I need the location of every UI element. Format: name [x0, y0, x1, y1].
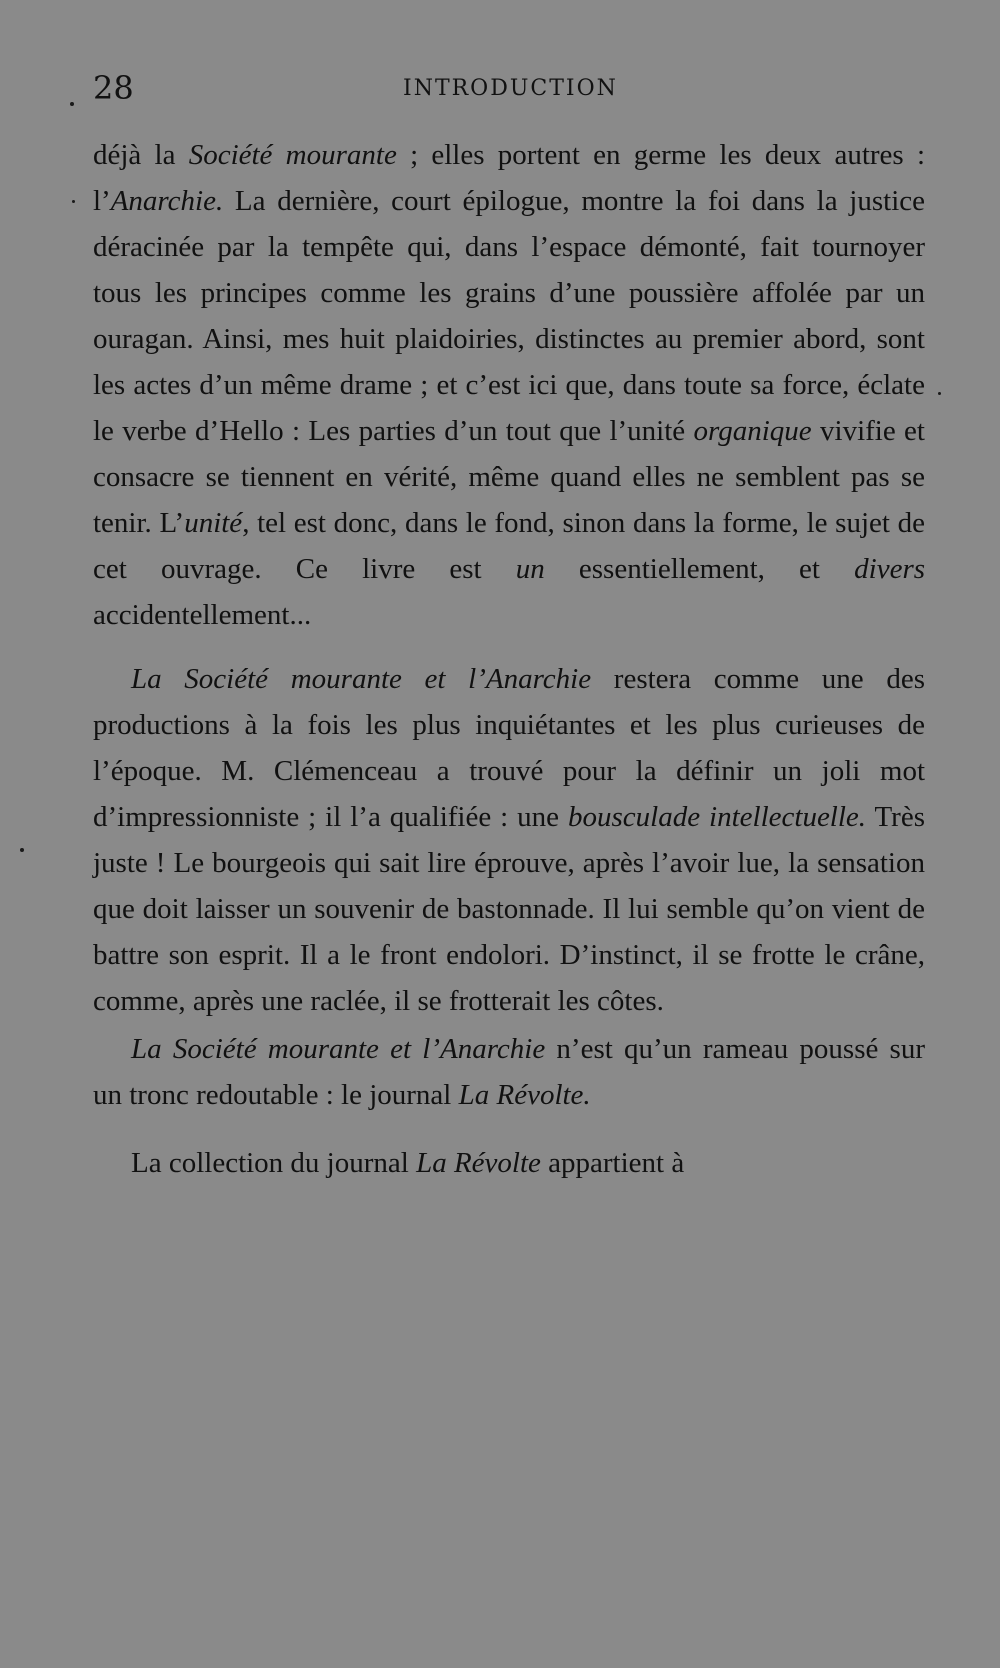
paragraph-2 — [93, 656, 925, 1024]
paragraph-1-text: déjà la — [93, 139, 189, 171]
italic-word: unité — [184, 507, 243, 539]
italic-title: Société mourante — [188, 139, 397, 171]
paragraph-1-text: La dernière, court épilogue, montre la foi dans la justice déracinée par la tempête qui, dans l’espace démonté, fait tournoyer tous les principes comme les grains d’une poussière affolée par un ouragan. Ainsi, mes huit plaidoiries, distinctes au premier abord, sont les actes d’un même drame ; et c’est ici que, dans toute sa force, éclate le verbe d’Hello : Les parties d’un tout que l’unité — [93, 185, 925, 447]
italic-word: divers — [854, 553, 926, 585]
paragraph-4-text: La collection du journal — [131, 1147, 417, 1179]
page-number: 28 — [93, 69, 134, 107]
paragraph-1-text: , tel est donc, dans le fond, sinon dans la forme, le sujet de cet ouvrage. Ce livre est — [93, 507, 925, 585]
italic-word: un — [515, 553, 545, 585]
paragraph-1-text: ; elles portent en germe les deux autres : l’ — [93, 139, 925, 217]
italic-title: La Révolte — [416, 1147, 541, 1179]
running-head: INTRODUCTION — [403, 76, 618, 101]
italic-title: La Révolte. — [458, 1079, 591, 1111]
print-speck — [20, 848, 24, 852]
print-speck — [938, 392, 941, 395]
italic-word: organique — [693, 415, 812, 447]
paragraph-4-text: appartient à — [540, 1147, 685, 1179]
italic-phrase: bousculade intellectuelle. — [568, 801, 867, 833]
body-text — [93, 132, 925, 1186]
paragraph-2-text: Très juste ! Le bourgeois qui sait lire éprouve, après l’avoir lue, la sensation que doit laisser un souvenir de bastonnade. Il lui semble qu’on vient de battre son esprit. Il a le front endolori. D’instinct, il se frotte le crâne, comme, après une raclée, il se frotterait les côtes. — [93, 801, 925, 1017]
paragraph-1 — [93, 132, 925, 638]
italic-title: La Société mourante et l’Anarchie — [131, 663, 592, 695]
print-speck — [70, 102, 74, 106]
italic-title: La Société mourante et l’Anarchie — [131, 1033, 546, 1065]
paragraph-1-text: accidentellement... — [93, 599, 312, 631]
page-header — [93, 68, 923, 108]
paragraph-4 — [93, 1140, 925, 1186]
paragraph-3 — [93, 1026, 925, 1118]
paragraph-1-text: essentiellement, et — [544, 553, 855, 585]
paragraph-3-text: n’est qu’un rameau poussé sur un tronc redoutable : le journal — [93, 1033, 925, 1111]
italic-title: Anarchie. — [110, 185, 224, 217]
print-speck — [72, 200, 75, 203]
paragraph-2-text: restera comme une des productions à la fois les plus inquiétantes et les plus curieuses de l’époque. M. Clémenceau a trouvé pour la définir un joli mot d’impressionniste ; il l’a qualifiée : une — [93, 663, 925, 833]
paragraph-1-text: vivifie et consacre se tiennent en vérité, même quand elles ne semblent pas se tenir. L’ — [93, 415, 925, 539]
